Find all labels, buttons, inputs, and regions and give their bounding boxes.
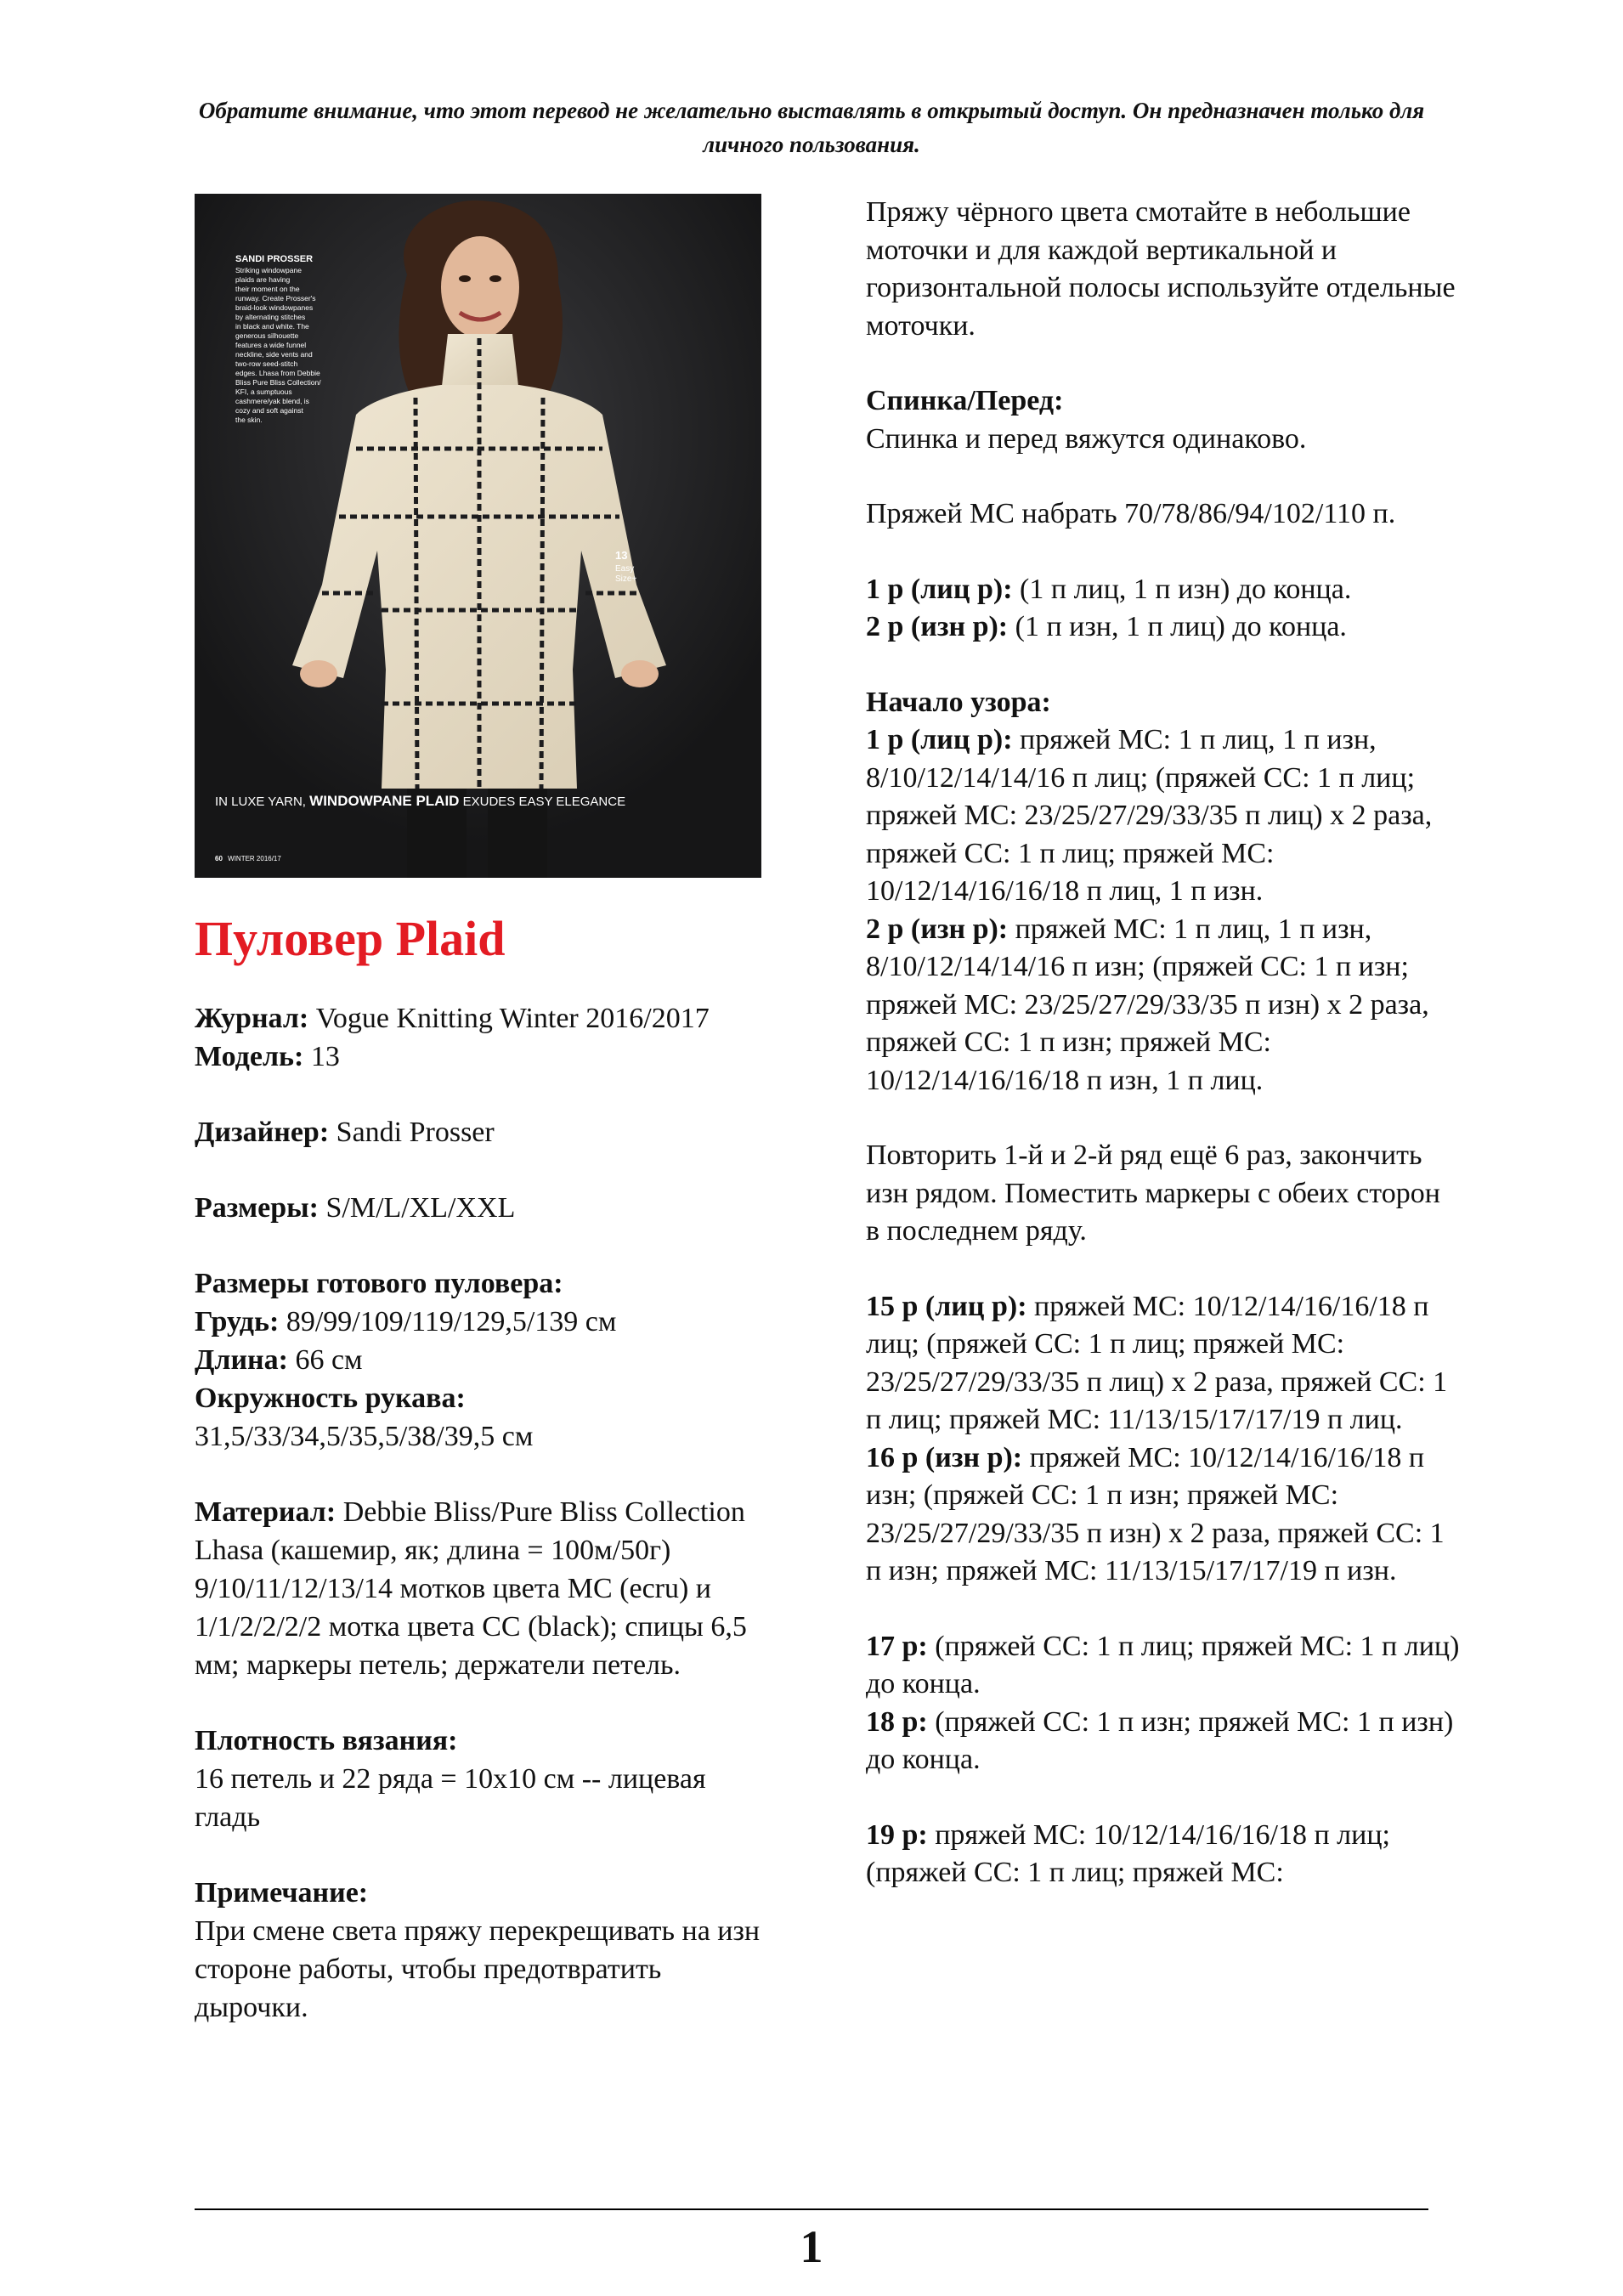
length-label: Длина: [195,1344,288,1376]
chest-value: 89/99/109/119/129,5/139 см [286,1306,617,1337]
material-value: Debbie Bliss/Pure Bliss Collection Lhasa (кашемир, як; длина = 100м/50г) 9/10/11/12/13/14 мотков цвета MC (ecru) и 1/1/2/2/2/2 мотка цвета CC (black); спицы 6,5 мм; маркеры петель; держатели петель. [195,1496,747,1681]
pattern-start-label: Начало узора: [866,686,1051,718]
row-16 [866,1439,1461,1591]
row-17 [866,1628,1461,1704]
back-front-label: Спинка/Перед: [866,385,1064,416]
pattern-title: Пуловер Plaid [195,911,506,966]
rows-17-18-section [866,1628,1461,1779]
rib-row-1-label: 1 р (лиц р): [866,573,1013,605]
pattern-row-2 [866,911,1461,1100]
photo-sidebar-line: edges. Lhasa from Debbie [235,369,320,377]
photo-sidebar-line: their moment on the [235,285,300,293]
photo-badge-line-2: Size+ [615,574,637,584]
note-value: При смене света пряжу перекрещивать на изн стороне работы, чтобы предотвратить дырочки. [195,1915,761,2023]
journal-label: Журнал: [195,1003,309,1034]
photo-sidebar-line: braid-look windowpanes [235,303,314,312]
photo-footer: 60 WINTER 2016/17 [215,855,281,862]
model-label: Модель: [195,1041,304,1072]
row-19-label: 19 р: [866,1818,928,1851]
rib-row-1 [866,571,1461,609]
model-line [195,1038,772,1076]
row-15 [866,1288,1461,1439]
model-value: 13 [310,1041,340,1072]
row-18-value: (пряжей CC: 1 п изн; пряжей MC: 1 п изн) до конца. [866,1705,1454,1775]
pattern-row-2-label: 2 р (изн р): [866,913,1009,945]
intro-paragraph: Пряжу чёрного цвета смотайте в небольшие моточки и для каждой вертикальной и горизонтальной полосы используйте отдельные моточки. [866,196,1456,342]
photo-sidebar-line: plaids are having [235,275,291,284]
back-front-section [866,382,1461,458]
row-17-label: 17 р: [866,1630,928,1662]
gauge-section [195,1722,772,1836]
note-label: Примечание: [195,1877,369,1909]
row-16-label: 16 р (изн р): [866,1441,1023,1473]
photo-sidebar-line: cozy and soft against [235,406,303,415]
privacy-notice: Обратите внимание, что этот перевод не желательно выставлять в открытый доступ. Он предназначен только для личного пользования. [198,98,1425,157]
row-15-value: пряжей MC: 10/12/14/16/16/18 п лиц; (пряжей CC: 1 п лиц; пряжей MC: 23/25/27/29/33/35 п лиц) х 2 раза, пряжей CC: 1 п лиц; пряжей MC: 11/13/15/17/17/19 п лиц. [866,1290,1448,1435]
row-19-value: пряжей MC: 10/12/14/16/16/18 п лиц; (пряжей CC: 1 п лиц; пряжей MC: [866,1818,1390,1888]
cast-on-paragraph: Пряжей MC набрать 70/78/86/94/102/110 п. [866,498,1396,529]
chest-label: Грудь: [195,1306,280,1337]
sleeve-value: 31,5/33/34,5/35,5/38/39,5 см [195,1421,534,1452]
pattern-row-2-value: пряжей MC: 1 п лиц, 1 п изн, 8/10/12/14/14/16 п изн; (пряжей CC: 1 п изн; пряжей MC: 23/25/27/29/33/35 п изн) х 2 раза, пряжей CC: 1 п изн; пряжей MC: 10/12/14/16/16/18 п изн, 1 п лиц. [866,913,1429,1096]
length-value: 66 см [295,1344,363,1376]
gauge-value: 16 петель и 22 ряда = 10х10 см -- лицевая гладь [195,1763,706,1833]
rib-row-2-label: 2 р (изн р): [866,611,1009,642]
repeat-paragraph: Повторить 1-й и 2-й ряд ещё 6 раз, закончить изн рядом. Поместить маркеры с обеих сторон в последнем ряду. [866,1140,1440,1247]
sleeve-label: Окружность рукава: [195,1383,466,1414]
rib-row-2-value: (1 п изн, 1 п лиц) до конца. [1015,611,1347,642]
rib-row-2 [866,608,1461,647]
row-16-value: пряжей MC: 10/12/14/16/16/18 п изн; (пряжей CC: 1 п изн; пряжей MC: 23/25/27/29/33/35 п изн) х 2 раза, пряжей CC: 1 п изн; пряжей MC: 11/13/15/17/17/19 п изн. [866,1441,1445,1586]
photo-sidebar-line: Striking windowpane [235,266,302,274]
pattern-row-1-label: 1 р (лиц р): [866,724,1013,755]
rib-row-1-value: (1 п лиц, 1 п изн) до конца. [1020,573,1352,605]
photo-sidebar-line: runway. Create Prosser's [235,294,316,303]
photo-sidebar-line: features a wide funnel [235,341,307,349]
photo-sidebar-line: KFI, a sumptuous [235,387,292,396]
ribbing-rows [866,571,1461,647]
photo-sidebar-line: by alternating stitches [235,313,306,321]
finished-measurements [195,1264,772,1456]
page-number: 1 [800,2221,823,2272]
note-section [195,1874,772,2027]
sizes-value: S/M/L/XL/XXL [325,1192,516,1224]
footer-divider [195,2208,1428,2210]
row-15-label: 15 р (лиц р): [866,1290,1027,1322]
material-label: Материал: [195,1496,336,1528]
pattern-row-1-value: пряжей MC: 1 п лиц, 1 п изн, 8/10/12/14/14/16 п лиц; (пряжей CC: 1 п лиц; пряжей MC: 23/25/27/29/33/35 п лиц) х 2 раза, пряжей CC: 1 п лиц; пряжей MC: 10/12/14/16/16/18 п лиц, 1 п изн. [866,724,1433,907]
gauge-label: Плотность вязания: [195,1725,458,1756]
photo-sidebar-line: in black and white. The [235,322,309,331]
rows-15-16-section [866,1288,1461,1591]
photo-sidebar-line: the skin. [235,416,263,424]
photo-sidebar-line: generous silhouette [235,331,299,340]
sizes-line [195,1189,772,1227]
pattern-row-1 [866,721,1461,911]
photo-sidebar-line: cashmere/yak blend, is [235,397,309,405]
sizes-label: Размеры: [195,1192,319,1224]
length-line [195,1341,772,1379]
journal-value: Vogue Knitting Winter 2016/2017 [315,1003,710,1034]
row-19 [866,1817,1461,1892]
pattern-start-section [866,684,1461,1100]
journal-line [195,999,772,1038]
row-17-value: (пряжей CC: 1 п лиц; пряжей MC: 1 п лиц) до конца. [866,1630,1460,1699]
chest-line [195,1303,772,1341]
photo-designer-name: SANDI PROSSER [235,254,314,264]
photo-badge-line-1: Easy [615,564,635,574]
designer-label: Дизайнер: [195,1117,330,1148]
photo-caption: IN LUXE YARN, WINDOWPANE PLAID EXUDES EASY ELEGANCE [215,793,626,809]
row-18-label: 18 р: [866,1705,928,1738]
back-front-value: Спинка и перед вяжутся одинаково. [866,422,1307,455]
row-18 [866,1704,1461,1779]
photo-sidebar-line: Bliss Pure Bliss Collection/ [235,378,321,387]
instructions-column [866,194,1461,1892]
designer-value: Sandi Prosser [336,1117,495,1148]
model-illustration [195,194,761,878]
material-line [195,1493,772,1684]
designer-line [195,1113,772,1151]
finished-label: Размеры готового пуловера: [195,1268,563,1299]
photo-sidebar-line: neckline, side vents and [235,350,313,359]
photo-badge-number: 13 [615,549,628,562]
magazine-photo [195,194,761,878]
pattern-info-column [195,909,772,2064]
photo-sidebar-line: two-row seed-stitch [235,359,298,368]
